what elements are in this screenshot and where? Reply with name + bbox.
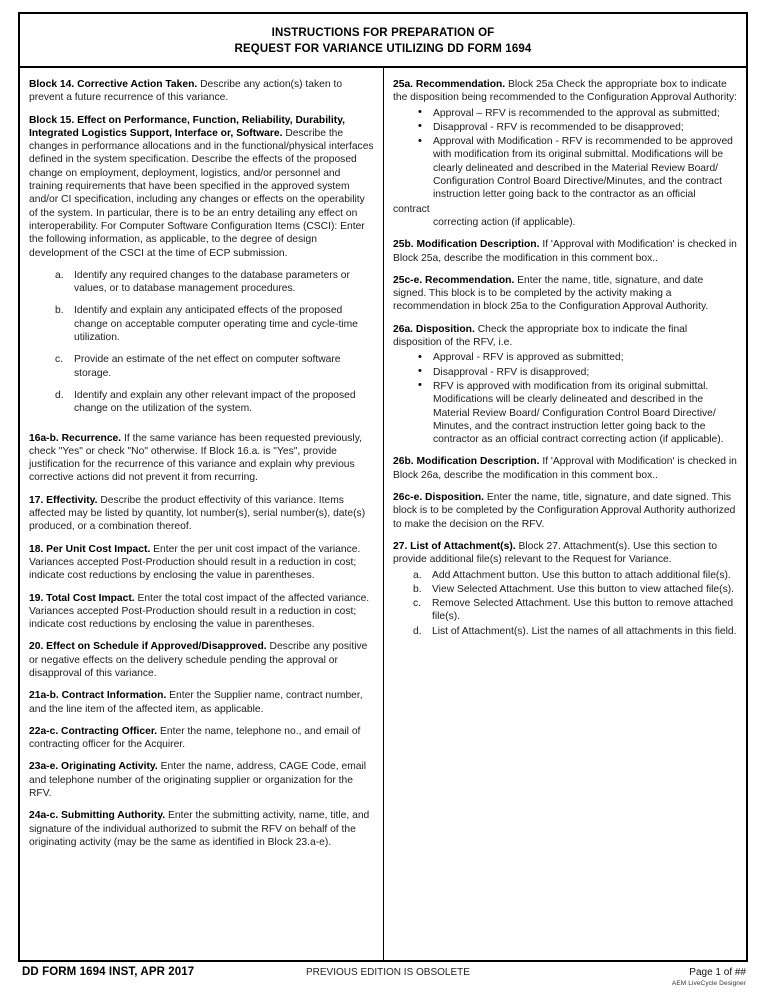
- document-title-box: [20, 14, 746, 68]
- block-14-paragraph: [29, 78, 374, 105]
- list-item-text: Disapproval - RFV is disapproved;: [433, 366, 590, 378]
- block-26b-paragraph: [393, 455, 737, 482]
- block-24-label: 24a-c. Submitting Authority.: [29, 810, 166, 822]
- block-19-paragraph: [29, 592, 374, 632]
- bullet-icon: •: [418, 379, 422, 392]
- list-item: [417, 380, 737, 446]
- block-16-text: If the same variance has been requested previously, check "Yes" or check "No" otherwise. If Block 16.a. is "Yes", provide justification for the recurrence of this variance and explain why previous corrective actions did not prevent it from recurring.: [29, 432, 362, 484]
- block-25a-paragraph: [393, 78, 737, 105]
- block-15-paragraph: [29, 114, 374, 260]
- list-item: [413, 597, 737, 624]
- block-20-paragraph: [29, 640, 374, 680]
- list-item-text: Identify and explain any anticipated effects of the proposed change on acceptable computer operating time and cycle-time utilization.: [74, 305, 358, 344]
- block-23-paragraph: [29, 760, 374, 800]
- block-18-paragraph: [29, 543, 374, 583]
- block-26a-bullet-list: [417, 351, 737, 446]
- block-26b-label: 26b. Modification Description.: [393, 456, 540, 468]
- form-border-frame: [18, 12, 748, 962]
- block-25a-continuation-outdent: contract: [393, 203, 430, 215]
- list-item-text: Disapproval - RFV is recommended to be disapproved;: [433, 121, 684, 133]
- block-23-text: Enter the name, address, CAGE Code, email and telephone number of the originating supplier or organization for the RFV.: [29, 761, 367, 800]
- block-25a-text: Block 25a Check the appropriate box to indicate the disposition being recommended to the Configuration Approval Authority:: [393, 79, 738, 104]
- block-14-label: Block 14. Corrective Action Taken.: [29, 79, 198, 90]
- block-24-text: Enter the submitting activity, name, title, and signature of the individual authorized to submit the RFV on behalf of the originating activity (may be the same as identified in Block 23.a-e).: [29, 810, 370, 848]
- left-instruction-column: [20, 68, 384, 960]
- list-item: [417, 366, 737, 379]
- previous-edition-notice: PREVIOUS EDITION IS OBSOLETE: [306, 967, 470, 978]
- block-24-paragraph: [29, 809, 374, 849]
- block-26ce-text: Enter the name, title, signature, and date signed. This block is to be completed by the Configuration Approval Authority authorized to make the decision on the RFV.: [393, 492, 736, 530]
- list-item-text: Provide an estimate of the net effect on computer software storage.: [74, 354, 341, 379]
- list-item-text: Approval - RFV is approved as submitted;: [433, 352, 624, 364]
- block-19-label: 19. Total Cost Impact.: [29, 592, 135, 604]
- block-17-paragraph: [29, 494, 374, 534]
- list-item-text: Identify and explain any other relevant impact of the proposed change on the utilization of the system.: [74, 389, 356, 415]
- block-25a-label: 25a. Recommendation.: [393, 79, 506, 90]
- block-25a-continuation-indent: correcting action (if applicable).: [433, 216, 576, 228]
- list-item: [413, 569, 737, 582]
- list-item: [413, 583, 737, 596]
- list-item-text: Identify any required changes to the database parameters or values, or to database management procedures.: [74, 269, 350, 295]
- block-21-label: 21a-b. Contract Information.: [29, 690, 167, 702]
- list-marker: b.: [55, 305, 64, 317]
- bullet-icon: •: [418, 134, 422, 147]
- block-19-text: Enter the total cost impact of the affected variance. Variances accepted Post-Production should result in a reduction in cost; indicate cost reductions by enclosing the value in parentheses.: [29, 592, 370, 631]
- block-26ce-paragraph: [393, 491, 737, 531]
- block-15-text: Describe the changes in performance allocations and in the functional/physical interfaces defined in the system specification. Describe the effects of the proposed change on employment, deployment, logistics, and/or personnel and training requirements that have been specified in the approved system and/or CI specification, including any changes or effects on the operability of the system. In particular, there is to be an entry detailing any effect on interoperability. For Computer Software Configuration Items (CSCI): Enter the following information, as applicable, to the degree of design development of the CSCI at the time of ECP submission.: [29, 127, 374, 259]
- block-17-label: 17. Effectivity.: [29, 494, 98, 506]
- list-item: [55, 389, 374, 416]
- block-26b-text: If 'Approval with Modification' is checked in Block 26a, describe the modification in this comment box..: [393, 456, 737, 481]
- block-23-label: 23a-e. Originating Activity.: [29, 761, 158, 773]
- block-16-label: 16a-b. Recurrence.: [29, 432, 122, 444]
- list-item: [55, 304, 374, 344]
- block-25ce-text: Enter the name, title, signature, and date signed. This block is to be completed by the activity making a recommendation in block 25a to the Configuration Approval Authority.: [393, 274, 709, 313]
- list-marker: c.: [55, 354, 64, 366]
- right-instruction-column: [384, 68, 746, 960]
- page-footer: [18, 966, 748, 992]
- block-15-label: Block 15. Effect on Performance, Function, Reliability, Durability, Integrated Logistics Support, Interface or, Software.: [29, 114, 346, 139]
- block-27-text: Block 27. Attachment(s). Use this section to provide additional file(s) relevant to the Request for Variance.: [393, 540, 718, 566]
- list-item-text: RFV is approved with modification from its original submittal. Modifications will be clearly delineated and described in the Material Review Board/ Configuration Control Board Directive/ Minutes, and the contract instruction letter going back to the contractor as an official contract correcting action (if applicable).: [433, 380, 724, 446]
- producer-credit: AEM LiveCycle Designer: [671, 980, 746, 987]
- bullet-icon: •: [418, 350, 422, 363]
- block-18-label: 18. Per Unit Cost Impact.: [29, 543, 151, 555]
- page-title-line-2: REQUEST FOR VARIANCE UTILIZING DD FORM 1694: [234, 43, 532, 55]
- footer-row: [18, 966, 748, 987]
- block-27-paragraph: [393, 540, 737, 567]
- block-25b-text: If 'Approval with Modification' is checked in Block 25a, describe the modification in this comment box..: [393, 239, 737, 264]
- block-26a-label: 26a. Disposition.: [393, 323, 475, 335]
- list-item-text: Remove Selected Attachment. Use this button to remove attached file(s).: [432, 598, 734, 623]
- list-marker: a.: [55, 269, 64, 281]
- list-item: [417, 107, 737, 120]
- block-14-text: Describe any action(s) taken to prevent a future recurrence of this variance.: [29, 79, 343, 104]
- list-item: [55, 269, 374, 296]
- block-16-paragraph: [29, 432, 374, 485]
- list-item: [417, 135, 737, 201]
- block-22-paragraph: [29, 725, 374, 752]
- block-17-text: Describe the product effectivity of this variance. Items affected may be listed by quantity, lot number(s), serial number(s), date(s) produced, or a combination thereof.: [29, 494, 366, 533]
- page-number: Page 1 of ##: [689, 967, 746, 978]
- list-marker: c.: [413, 598, 422, 610]
- block-18-text: Enter the per unit cost impact of the variance. Variances accepted Post-Production should result in a reduction in cost; indicate cost reductions by enclosing the value in parentheses.: [29, 543, 361, 582]
- block-27-label: 27. List of Attachment(s).: [393, 540, 516, 552]
- block-16-spacer: [29, 425, 374, 432]
- block-25a-bullet-list: [417, 107, 737, 202]
- block-22-label: 22a-c. Contracting Officer.: [29, 725, 158, 737]
- list-marker: d.: [55, 389, 64, 401]
- block-25b-label: 25b. Modification Description.: [393, 239, 540, 251]
- list-marker: b.: [413, 583, 422, 595]
- page-title-line-1: INSTRUCTIONS FOR PREPARATION OF: [271, 27, 495, 39]
- list-marker: d.: [413, 625, 422, 637]
- list-item: [413, 625, 737, 638]
- bullet-icon: •: [418, 106, 422, 119]
- block-26a-paragraph: [393, 323, 737, 350]
- list-item: [417, 121, 737, 134]
- list-item-text: View Selected Attachment. Use this button to view attached file(s).: [432, 583, 735, 595]
- block-15-sublist: [55, 269, 374, 416]
- block-25ce-paragraph: [393, 274, 737, 314]
- block-25ce-label: 25c-e. Recommendation.: [393, 274, 515, 286]
- block-21-text: Enter the Supplier name, contract number, and the line item of the affected item, as applicable.: [29, 690, 363, 715]
- form-identifier: DD FORM 1694 INST, APR 2017: [22, 966, 195, 978]
- block-22-text: Enter the name, telephone no., and email of contracting officer for the Acquirer.: [29, 725, 361, 751]
- list-item-text: Add Attachment button. Use this button to attach additional file(s).: [432, 569, 731, 581]
- list-item-text: Approval with Modification - RFV is recommended to be approved with modification from its original submittal. Modifications will be clearly delineated and described in the Material Review Board/ Configuration Control Board Directive/Minutes, and the contract instruction letter going back to the contractor as an official: [433, 136, 733, 201]
- block-15-spacer: [29, 262, 374, 269]
- list-item: [55, 353, 374, 380]
- block-27-sublist: [413, 569, 737, 638]
- list-item: [417, 351, 737, 364]
- block-25b-paragraph: [393, 238, 737, 265]
- list-item-text: List of Attachment(s). List the names of all attachments in this field.: [432, 625, 737, 637]
- block-26a-text: Check the appropriate box to indicate the final disposition of the RFV, i.e.: [393, 323, 688, 349]
- list-item-text: Approval – RFV is recommended to the approval as submitted;: [433, 107, 720, 119]
- bullet-icon: •: [418, 120, 422, 133]
- instruction-columns: [20, 68, 746, 960]
- list-marker: a.: [413, 569, 422, 581]
- bullet-icon: •: [418, 365, 422, 378]
- block-21-paragraph: [29, 689, 374, 716]
- block-20-text: Describe any positive or negative effects on the delivery schedule pending the approval or disapproval of this variance.: [29, 641, 368, 679]
- block-20-label: 20. Effect on Schedule if Approved/Disapproved.: [29, 641, 267, 653]
- block-26ce-label: 26c-e. Disposition.: [393, 492, 484, 504]
